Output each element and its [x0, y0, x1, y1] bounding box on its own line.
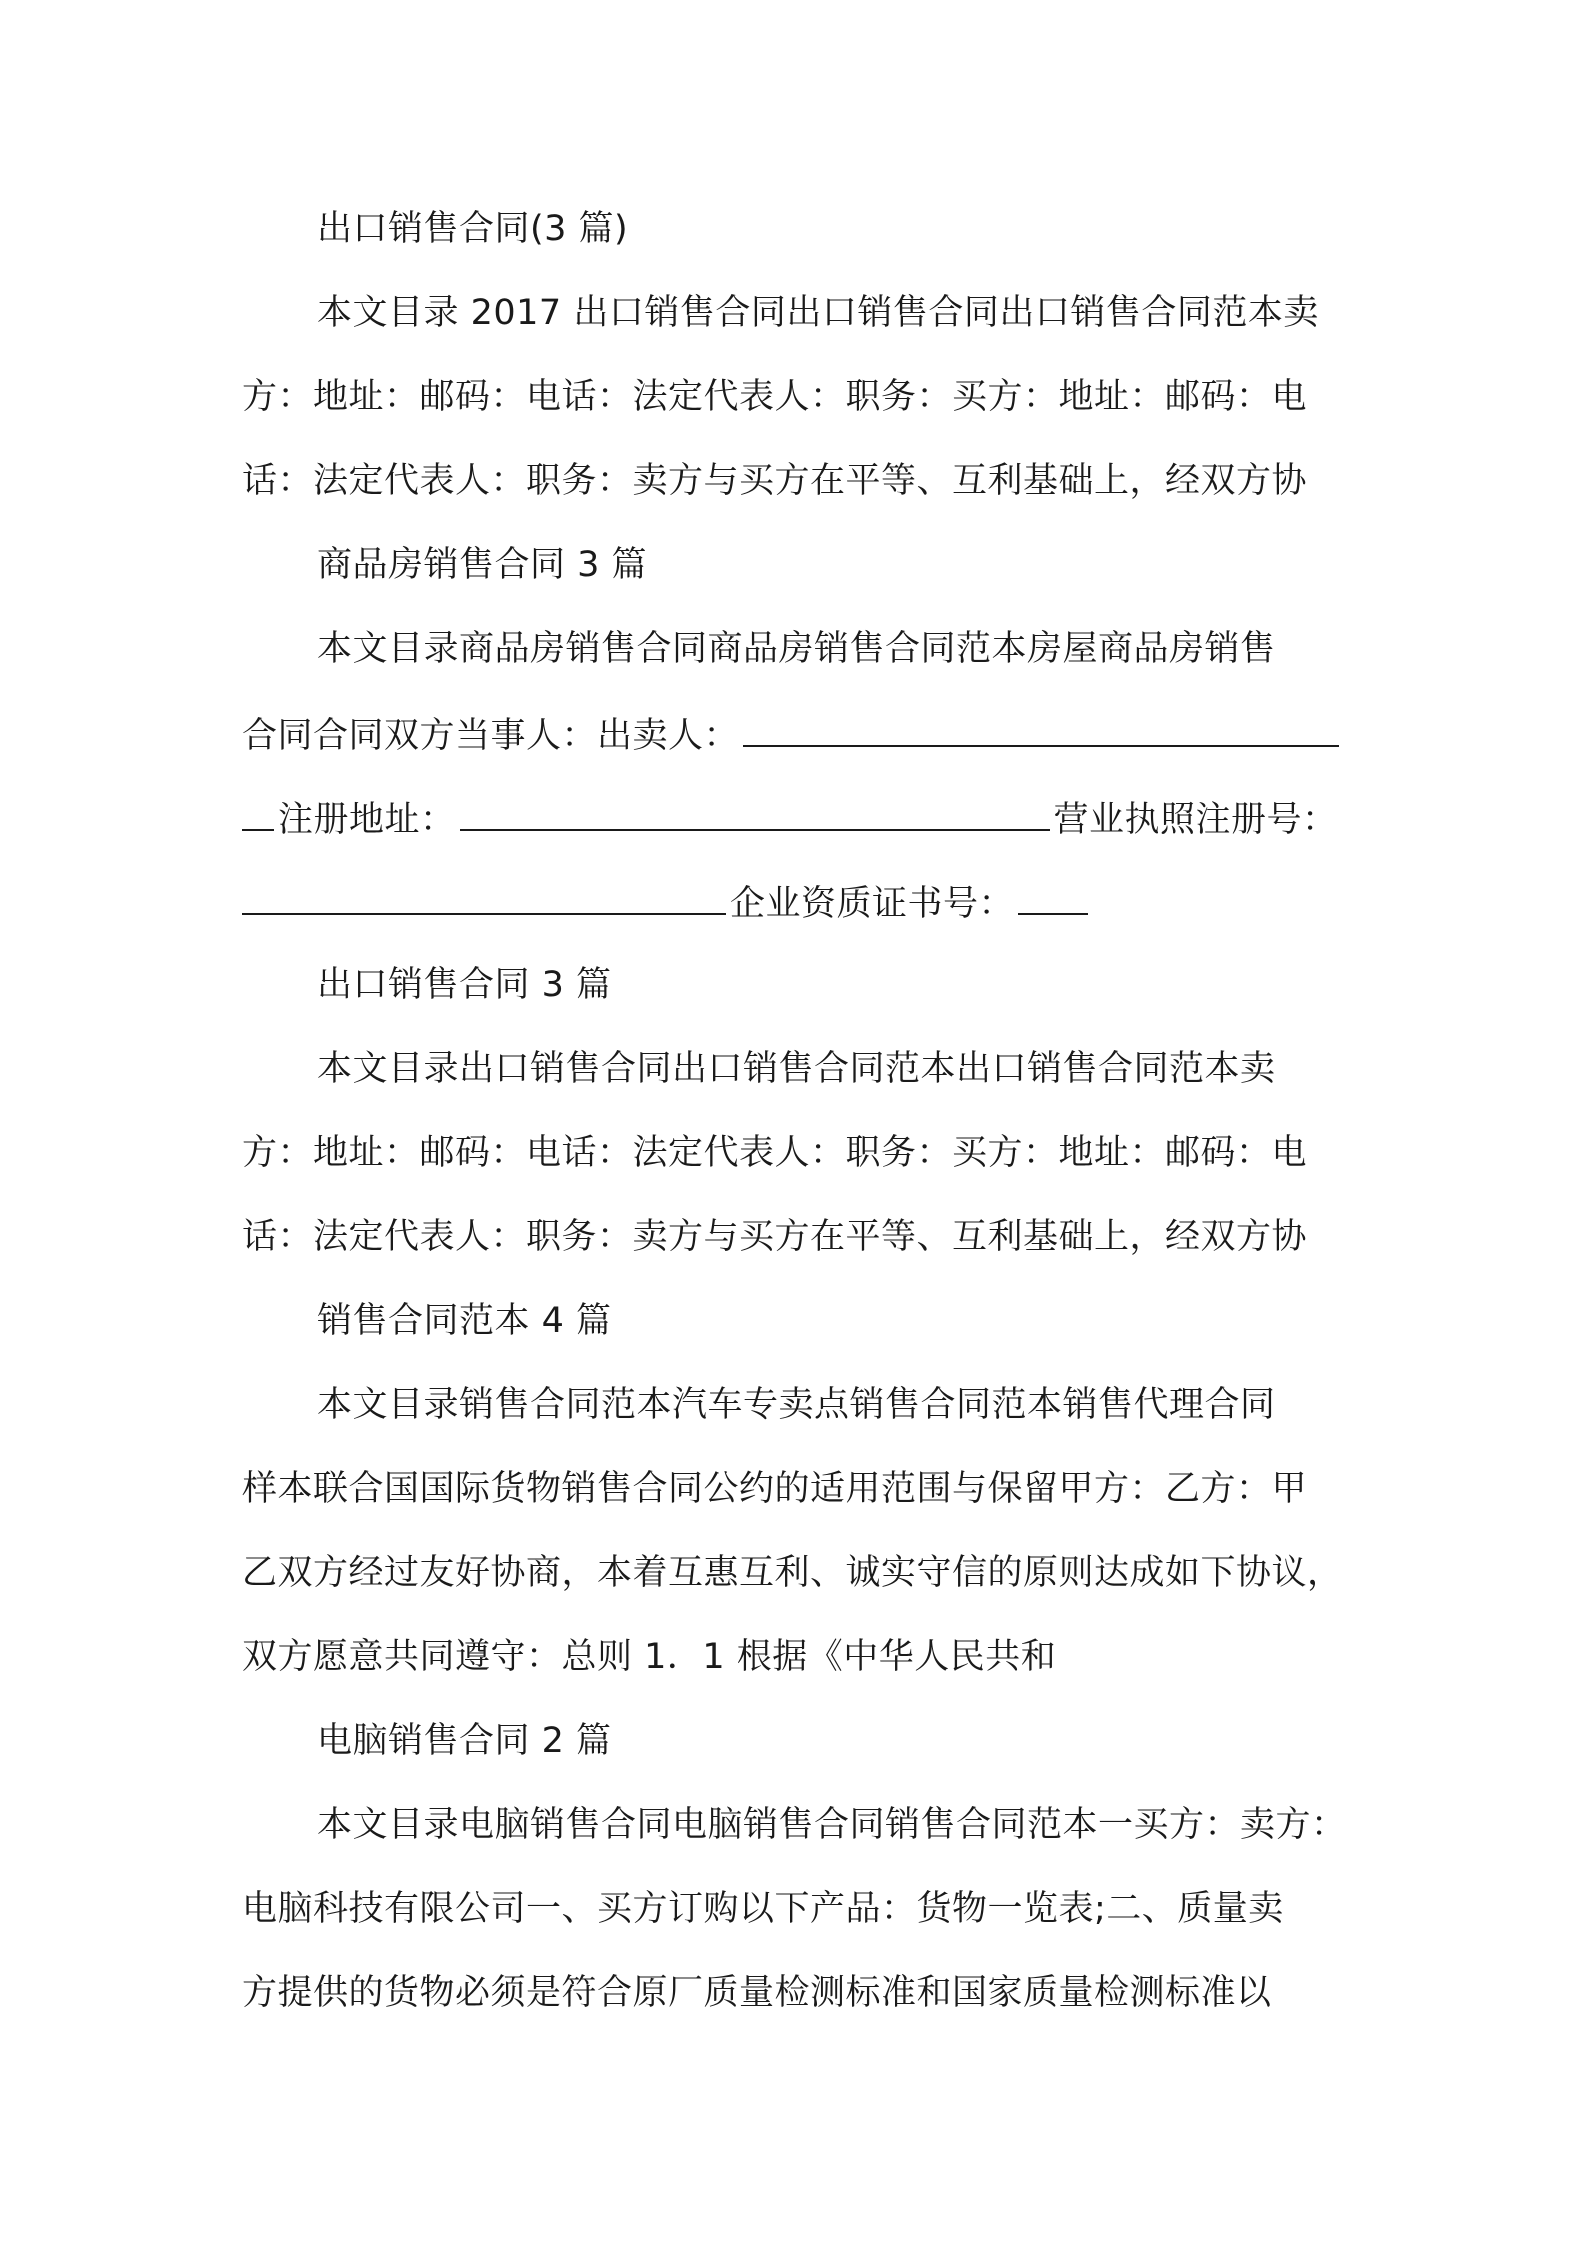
paragraph-line: 话：法定代表人：职务：卖方与买方在平等、互利基础上，经双方协 [242, 461, 1308, 501]
address-label: 注册地址： [278, 800, 456, 840]
section-title: 销售合同范本 4 篇 [317, 1301, 612, 1341]
paragraph-line: 本文目录商品房销售合同商品房销售合同范本房屋商品房销售 [317, 629, 1276, 669]
paragraph-line: 本文目录销售合同范本汽车专卖点销售合同范本销售代理合同 [317, 1385, 1276, 1425]
address-blank [460, 795, 1050, 831]
seller-blank [743, 711, 1339, 747]
form-line-qualification [242, 879, 1362, 926]
paragraph-line: 方：地址：邮码：电话：法定代表人：职务：买方：地址：邮码：电 [242, 1133, 1308, 1173]
paragraph-line: 双方愿意共同遵守：总则 1．1 根据《中华人民共和 [242, 1637, 1057, 1677]
form-line-seller [242, 711, 1362, 758]
paragraph-line: 乙双方经过友好协商，本着互惠互利、诚实守信的原则达成如下协议， [242, 1553, 1343, 1593]
license-label: 营业执照注册号： [1053, 800, 1338, 840]
qualification-label: 企业资质证书号： [730, 884, 1015, 924]
section-title: 商品房销售合同 3 篇 [317, 545, 648, 585]
paragraph-line: 方：地址：邮码：电话：法定代表人：职务：买方：地址：邮码：电 [242, 377, 1308, 417]
continuation-blank [242, 795, 274, 831]
paragraph-line: 样本联合国国际货物销售合同公约的适用范围与保留甲方：乙方：甲 [242, 1469, 1308, 1509]
qualification-blank [1018, 879, 1088, 915]
form-line-address [242, 795, 1362, 842]
paragraph-line: 本文目录出口销售合同出口销售合同范本出口销售合同范本卖 [317, 1049, 1276, 1089]
seller-label: 合同合同双方当事人：出卖人： [242, 716, 740, 756]
paragraph-line: 本文目录电脑销售合同电脑销售合同销售合同范本一买方：卖方： [317, 1805, 1347, 1845]
paragraph-line: 话：法定代表人：职务：卖方与买方在平等、互利基础上，经双方协 [242, 1217, 1308, 1257]
section-title: 电脑销售合同 2 篇 [317, 1721, 612, 1761]
paragraph-line: 方提供的货物必须是符合原厂质量检测标准和国家质量检测标准以 [242, 1973, 1272, 2013]
section-title: 出口销售合同 3 篇 [317, 965, 612, 1005]
paragraph-line: 电脑科技有限公司一、买方订购以下产品：货物一览表;二、质量卖 [242, 1889, 1284, 1929]
license-blank [242, 879, 726, 915]
paragraph-line: 本文目录 2017 出口销售合同出口销售合同出口销售合同范本卖 [317, 293, 1319, 333]
section-title: 出口销售合同(3 篇) [317, 209, 629, 249]
